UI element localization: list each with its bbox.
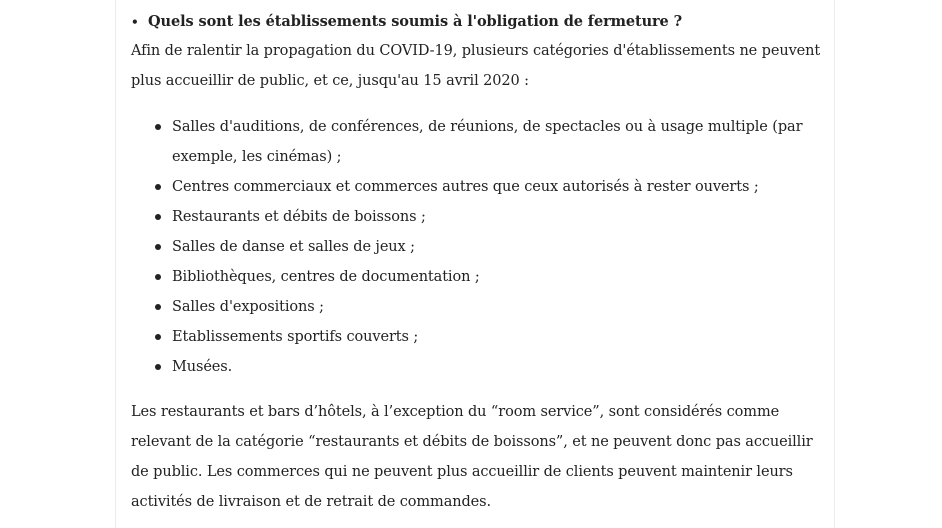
list-item xyxy=(155,292,815,322)
list-item-text: Salles de danse et salles de jeux ; xyxy=(172,239,415,255)
list-item xyxy=(155,202,815,232)
list-item xyxy=(155,322,815,352)
closing-paragraph: Les restaurants et bars d’hôtels, à l’exception du “room service”, sont considérés comme relevant de la catégorie “restaurants et débits de boissons”, et ne peuvent donc pas accueillir de public. Les commerces qui ne peuvent plus accueillir de clients peuvent maintenir leurs activités de livraison et de retrait de commandes. xyxy=(131,404,813,510)
bullet-dot-icon xyxy=(155,124,161,130)
question-text: Quels sont les établissements soumis à l'obligation de fermeture ? xyxy=(148,13,683,30)
bullet-dot-icon xyxy=(155,274,161,280)
question-heading xyxy=(131,11,682,33)
list-item-text: Restaurants et débits de boissons ; xyxy=(172,209,426,225)
article-column xyxy=(115,0,835,528)
list-item xyxy=(155,232,815,262)
bullet-dot-icon xyxy=(155,244,161,250)
list-item-text: Salles d'auditions, de conférences, de réunions, de spectacles ou à usage multiple (par exemple, les cinémas) ; xyxy=(172,119,803,165)
list-item xyxy=(155,172,815,202)
bullet-dot-icon xyxy=(155,334,161,340)
bullet-dot-icon xyxy=(155,214,161,220)
list-item-text: Musées. xyxy=(172,359,233,375)
bullet-dot-icon xyxy=(155,364,161,370)
list-item xyxy=(155,262,815,292)
intro-paragraph: Afin de ralentir la propagation du COVID-19, plusieurs catégories d'établissements ne peuvent plus accueillir de public, et ce, jusqu'au 15 avril 2020 : xyxy=(131,43,821,89)
establishment-list xyxy=(155,112,815,382)
list-item-text: Salles d'expositions ; xyxy=(172,299,324,315)
list-item xyxy=(155,112,815,172)
list-item-text: Etablissements sportifs couverts ; xyxy=(172,329,419,345)
question-bullet: • xyxy=(131,15,139,29)
bullet-dot-icon xyxy=(155,184,161,190)
list-item-text: Bibliothèques, centres de documentation ; xyxy=(172,269,480,285)
list-item-text: Centres commerciaux et commerces autres que ceux autorisés à rester ouverts ; xyxy=(172,179,759,195)
list-item xyxy=(155,352,815,382)
bullet-dot-icon xyxy=(155,304,161,310)
